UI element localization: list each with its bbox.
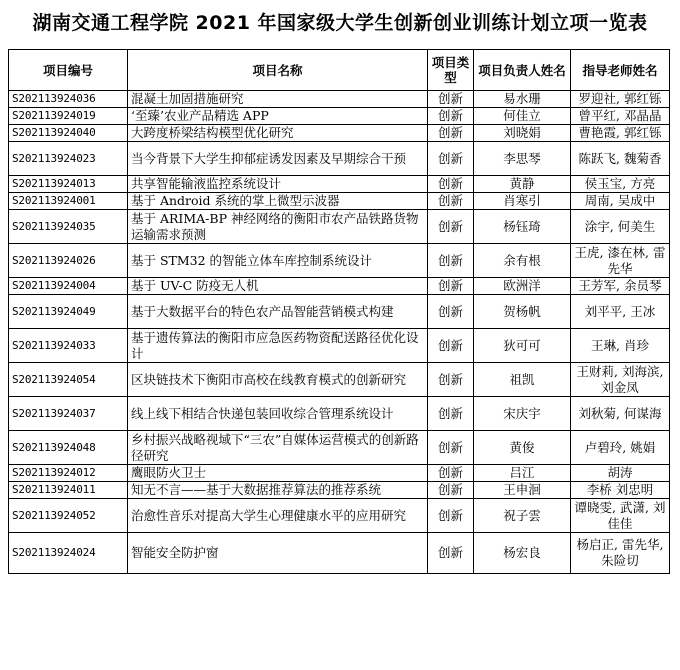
- cell-advisor: 曾平红, 邓晶晶: [571, 108, 670, 125]
- table-header-row: [9, 50, 670, 91]
- table-row: [9, 278, 670, 295]
- cell-advisor: 王虎, 漆在林, 雷先华: [571, 244, 670, 278]
- cell-name: 线上线下相结合快递包装回收综合管理系统设计: [128, 397, 428, 431]
- cell-code: S202113924004: [9, 278, 128, 295]
- cell-leader: 祖凯: [474, 363, 571, 397]
- cell-leader: 肖寒引: [474, 193, 571, 210]
- table-row: [9, 533, 670, 574]
- cell-type: 创新: [428, 465, 474, 482]
- table-row: [9, 91, 670, 108]
- cell-leader: 易水珊: [474, 91, 571, 108]
- table-row: [9, 244, 670, 278]
- project-table: [8, 49, 670, 574]
- cell-name: ‘至臻’农业产品精选 APP: [128, 108, 428, 125]
- cell-leader: 欧洲洋: [474, 278, 571, 295]
- table-row: [9, 125, 670, 142]
- cell-leader: 何佳立: [474, 108, 571, 125]
- cell-type: 创新: [428, 499, 474, 533]
- cell-name: 区块链技术下衡阳市高校在线教育模式的创新研究: [128, 363, 428, 397]
- cell-type: 创新: [428, 210, 474, 244]
- cell-type: 创新: [428, 125, 474, 142]
- cell-leader: 宋庆宇: [474, 397, 571, 431]
- cell-name: 混凝土加固措施研究: [128, 91, 428, 108]
- cell-type: 创新: [428, 329, 474, 363]
- cell-code: S202113924024: [9, 533, 128, 574]
- header-advisor: 指导老师姓名: [571, 50, 670, 91]
- table-row: [9, 108, 670, 125]
- cell-leader: 贺杨帆: [474, 295, 571, 329]
- cell-type: 创新: [428, 431, 474, 465]
- cell-code: S202113924049: [9, 295, 128, 329]
- cell-code: S202113924048: [9, 431, 128, 465]
- cell-code: S202113924011: [9, 482, 128, 499]
- header-type: 项目类型: [428, 50, 474, 91]
- header-name: 项目名称: [128, 50, 428, 91]
- cell-advisor: 杨启正, 雷先华, 朱险切: [571, 533, 670, 574]
- cell-leader: 王申洄: [474, 482, 571, 499]
- cell-type: 创新: [428, 193, 474, 210]
- cell-advisor: 王财莉, 刘海滨, 刘金凤: [571, 363, 670, 397]
- cell-code: S202113924035: [9, 210, 128, 244]
- cell-advisor: 谭晓雯, 武潇, 刘佳佳: [571, 499, 670, 533]
- cell-name: 共享智能输液监控系统设计: [128, 176, 428, 193]
- table-row: [9, 397, 670, 431]
- cell-advisor: 李桥 刘忠明: [571, 482, 670, 499]
- table-row: [9, 142, 670, 176]
- cell-type: 创新: [428, 533, 474, 574]
- cell-type: 创新: [428, 142, 474, 176]
- cell-advisor: 曹艳霞, 郭红铄: [571, 125, 670, 142]
- cell-name: 基于遗传算法的衡阳市应急医药物资配送路径优化设计: [128, 329, 428, 363]
- cell-advisor: 胡涛: [571, 465, 670, 482]
- table-row: [9, 465, 670, 482]
- cell-advisor: 刘平平, 王冰: [571, 295, 670, 329]
- cell-name: 基于 ARIMA-BP 神经网络的衡阳市农产品铁路货物运输需求预测: [128, 210, 428, 244]
- cell-code: S202113924052: [9, 499, 128, 533]
- cell-leader: 刘晓娟: [474, 125, 571, 142]
- cell-code: S202113924019: [9, 108, 128, 125]
- cell-type: 创新: [428, 278, 474, 295]
- cell-type: 创新: [428, 176, 474, 193]
- cell-type: 创新: [428, 397, 474, 431]
- cell-leader: 黄俊: [474, 431, 571, 465]
- cell-name: 鹰眼防火卫士: [128, 465, 428, 482]
- table-row: [9, 431, 670, 465]
- cell-leader: 杨宏良: [474, 533, 571, 574]
- cell-name: 大跨度桥梁结构模型优化研究: [128, 125, 428, 142]
- table-row: [9, 482, 670, 499]
- cell-name: 智能安全防护窗: [128, 533, 428, 574]
- cell-name: 基于 UV-C 防疫无人机: [128, 278, 428, 295]
- cell-code: S202113924037: [9, 397, 128, 431]
- cell-code: S202113924023: [9, 142, 128, 176]
- cell-name: 当今背景下大学生抑郁症诱发因素及早期综合干预: [128, 142, 428, 176]
- table-row: [9, 295, 670, 329]
- cell-advisor: 卢碧玲, 姚娟: [571, 431, 670, 465]
- cell-leader: 吕江: [474, 465, 571, 482]
- cell-leader: 狄可可: [474, 329, 571, 363]
- cell-code: S202113924054: [9, 363, 128, 397]
- cell-name: 基于 STM32 的智能立体车库控制系统设计: [128, 244, 428, 278]
- table-row: [9, 499, 670, 533]
- cell-type: 创新: [428, 482, 474, 499]
- cell-type: 创新: [428, 108, 474, 125]
- table-body: [9, 91, 670, 574]
- header-leader: 项目负责人姓名: [474, 50, 571, 91]
- cell-type: 创新: [428, 91, 474, 108]
- cell-advisor: 王芳军, 余员琴: [571, 278, 670, 295]
- cell-code: S202113924012: [9, 465, 128, 482]
- cell-leader: 祝子雲: [474, 499, 571, 533]
- cell-type: 创新: [428, 244, 474, 278]
- cell-name: 治愈性音乐对提高大学生心理健康水平的应用研究: [128, 499, 428, 533]
- table-row: [9, 363, 670, 397]
- cell-code: S202113924040: [9, 125, 128, 142]
- cell-type: 创新: [428, 363, 474, 397]
- table-row: [9, 176, 670, 193]
- table-row: [9, 193, 670, 210]
- cell-type: 创新: [428, 295, 474, 329]
- cell-code: S202113924013: [9, 176, 128, 193]
- cell-advisor: 周南, 吴成中: [571, 193, 670, 210]
- header-code: 项目编号: [9, 50, 128, 91]
- cell-leader: 李思琴: [474, 142, 571, 176]
- cell-name: 乡村振兴战略视域下“三农”自媒体运营模式的创新路径研究: [128, 431, 428, 465]
- cell-name: 基于大数据平台的特色农产品智能营销模式构建: [128, 295, 428, 329]
- table-row: [9, 210, 670, 244]
- cell-code: S202113924001: [9, 193, 128, 210]
- cell-leader: 杨钰琦: [474, 210, 571, 244]
- cell-advisor: 罗迎社, 郭红铄: [571, 91, 670, 108]
- cell-advisor: 侯玉宝, 方亮: [571, 176, 670, 193]
- cell-code: S202113924036: [9, 91, 128, 108]
- cell-code: S202113924026: [9, 244, 128, 278]
- cell-leader: 黄静: [474, 176, 571, 193]
- cell-advisor: 刘秋菊, 何谋海: [571, 397, 670, 431]
- cell-advisor: 陈跃飞, 魏菊香: [571, 142, 670, 176]
- table-row: [9, 329, 670, 363]
- cell-name: 基于 Android 系统的掌上微型示波器: [128, 193, 428, 210]
- cell-advisor: 王琳, 肖珍: [571, 329, 670, 363]
- cell-name: 知无不言——基于大数据推荐算法的推荐系统: [128, 482, 428, 499]
- cell-leader: 余有根: [474, 244, 571, 278]
- page-title: 湖南交通工程学院 2021 年国家级大学生创新创业训练计划立项一览表: [32, 12, 648, 34]
- cell-code: S202113924033: [9, 329, 128, 363]
- cell-advisor: 涂宇, 何美生: [571, 210, 670, 244]
